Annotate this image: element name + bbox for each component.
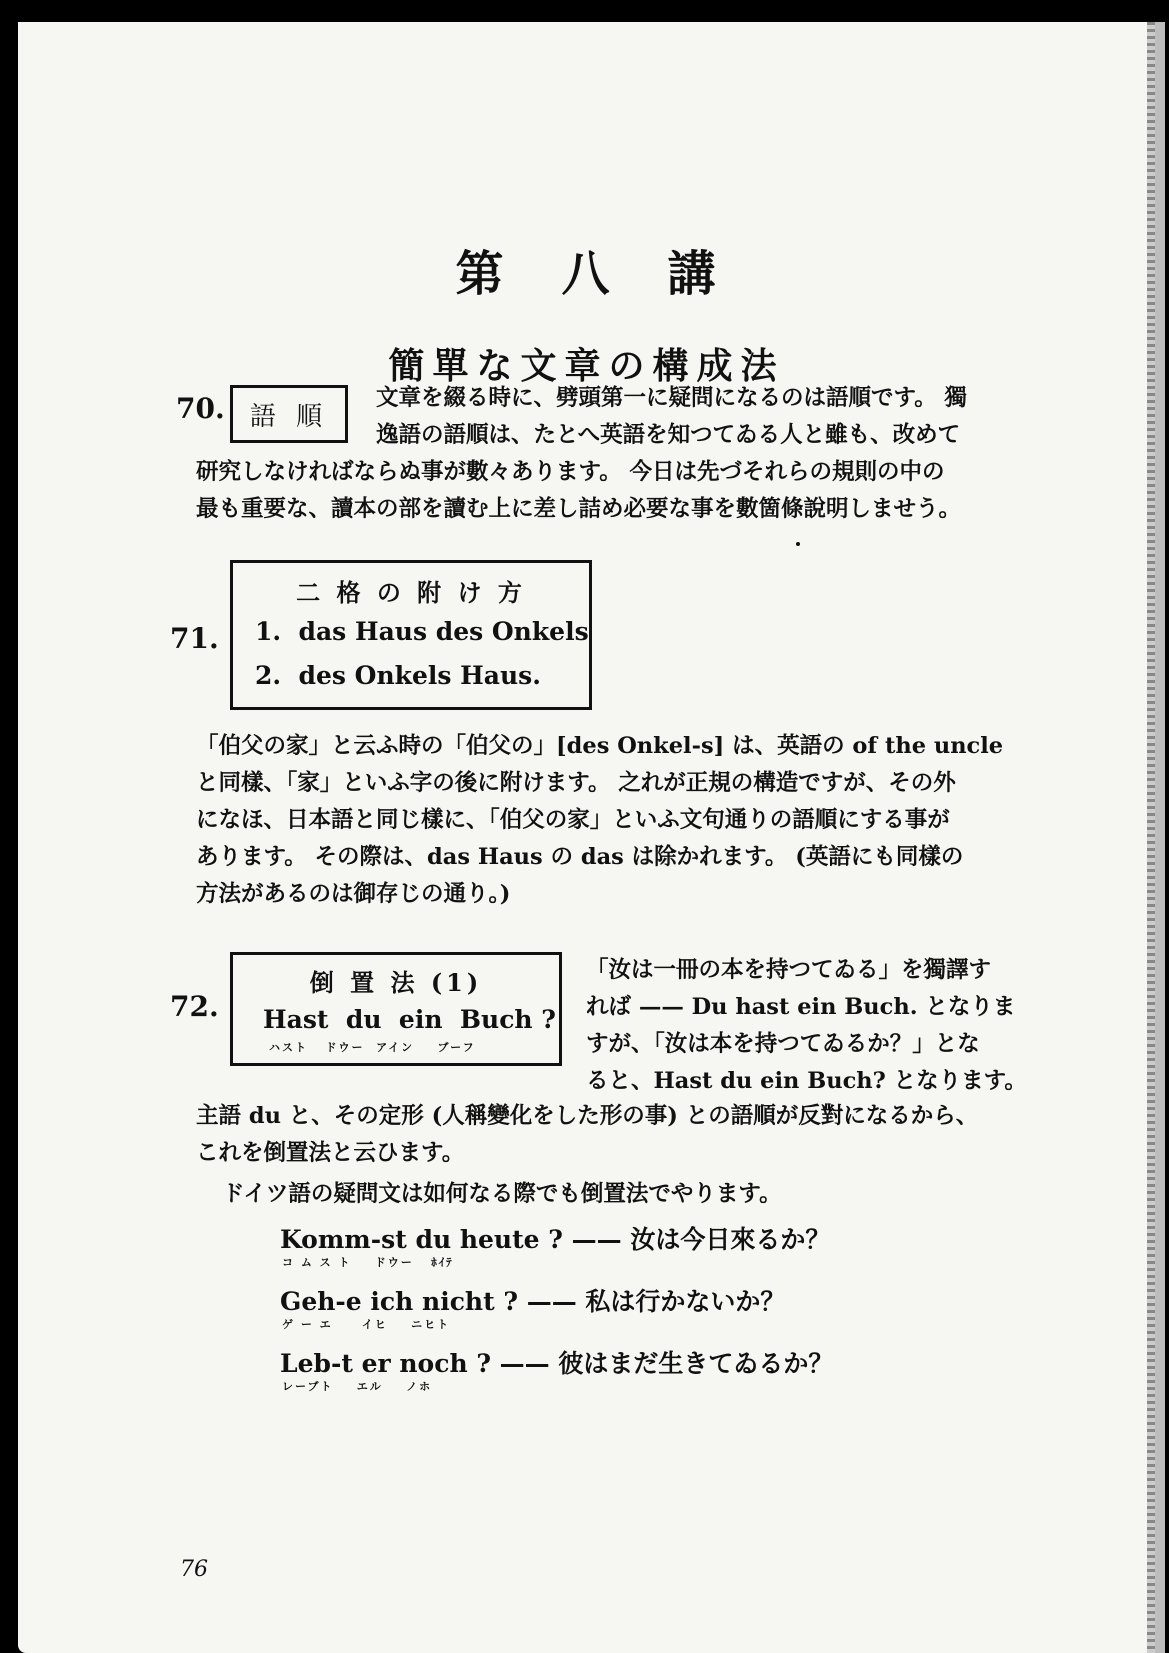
example-furigana: ゲ ー エ イヒ ニヒト [282,1318,451,1331]
text-line: これを倒置法と云ひます。 [196,1140,465,1166]
page-edge-shadow [1147,22,1155,1653]
ink-speck [796,542,800,546]
genitive-example-1: 1. das Haus des Onkels [255,617,589,646]
text-line: ると、Hast du ein Buch? となります。 [586,1068,1027,1094]
word-order-box [230,385,348,443]
text-line: あります。 その際は、das Haus の das は除かれます。 (英語にも同樣の [196,844,964,870]
text-line: 主語 du と、その定形 (人稱變化をした形の事) との語順が反對になるから、 [196,1103,979,1129]
inversion-example: Hast du ein Buch ? [263,1005,556,1034]
text-line: 文章を綴る時に、劈頭第一に疑問になるのは語順です。 獨 [376,385,968,411]
german-question: Leb-t er noch ? —— [280,1349,550,1378]
section-70-intro [376,380,1016,454]
word-order-label: 語 順 [249,401,329,432]
example-furigana: コ ム ス ト ドウー ﾎｲﾃ [282,1256,454,1269]
japanese-translation: 私は行かないか？ [585,1287,786,1316]
section-72-note: ドイツ語の疑問文は如何なる際でも倒置法でやります。 [222,1181,782,1207]
text-line: 「汝は一冊の本を持つてゐる」を獨譯す [586,957,992,983]
text-line: 「伯父の家」と云ふ時の「伯父の」[des Onkel-s] は、英語の of the uncle [196,733,1004,759]
title-char-2: 八 [561,246,612,302]
text-line: と同樣、「家」といふ字の後に附けます。 之れが正規の構造ですが、その外 [196,770,956,796]
text-line: 最も重要な、讀本の部を讀む上に差し詰め必要な事を數箇條說明しませう。 [196,496,962,522]
text-line: になほ、日本語と同じ樣に、「伯父の家」といふ文句通りの語順にする事が [196,807,950,833]
section-72-body [196,1098,1016,1172]
japanese-translation: 汝は今日來るか？ [630,1225,831,1254]
title-char-1: 第 [455,246,506,302]
genitive-box-title: 二 格 の 附 け 方 [296,578,526,607]
text-line: 方法があるのは御存じの通り。) [196,881,511,907]
section-72-side-text [586,952,1027,1100]
section-70-number: 70. [176,392,225,425]
text-line: 研究しなければならぬ事が數々あります。 今日は先づそれらの規則の中の [196,459,945,485]
german-question: Komm-st du heute ? —— [280,1225,622,1254]
section-72-number: 72. [170,990,219,1023]
example-german [280,1344,833,1380]
german-question: Geh-e ich nicht ? —— [280,1287,577,1316]
chapter-subtitle: 簡單な文章の構成法 [388,345,785,387]
japanese-translation: 彼はまだ生きてゐるか？ [558,1349,834,1378]
section-71-number: 71. [170,622,219,655]
page-number: 76 [180,1557,208,1582]
example-german [280,1282,785,1318]
title-char-3: 講 [667,246,718,302]
section-70-body [196,454,1016,528]
chapter-title [18,235,1155,304]
example-german [280,1220,830,1256]
inversion-box-title: 倒 置 法 (1) [309,968,483,997]
text-line: 逸語の語順は、たとへ英語を知つてゐる人と雖も、改めて [376,422,961,448]
text-line: すが、「汝は本を持つてゐるか？」とな [586,1031,980,1057]
example-furigana: レーブト エル ノホ [282,1380,433,1393]
book-page [18,22,1165,1653]
genitive-example-2: 2. des Onkels Haus. [255,661,541,690]
inversion-furigana: ハスト ドウー アイン ブーフ [269,1041,476,1054]
section-71-body [196,728,1016,913]
genitive-box [230,560,592,710]
text-line: れば —— Du hast ein Buch. となりま [586,994,1016,1020]
inversion-box [230,952,562,1066]
